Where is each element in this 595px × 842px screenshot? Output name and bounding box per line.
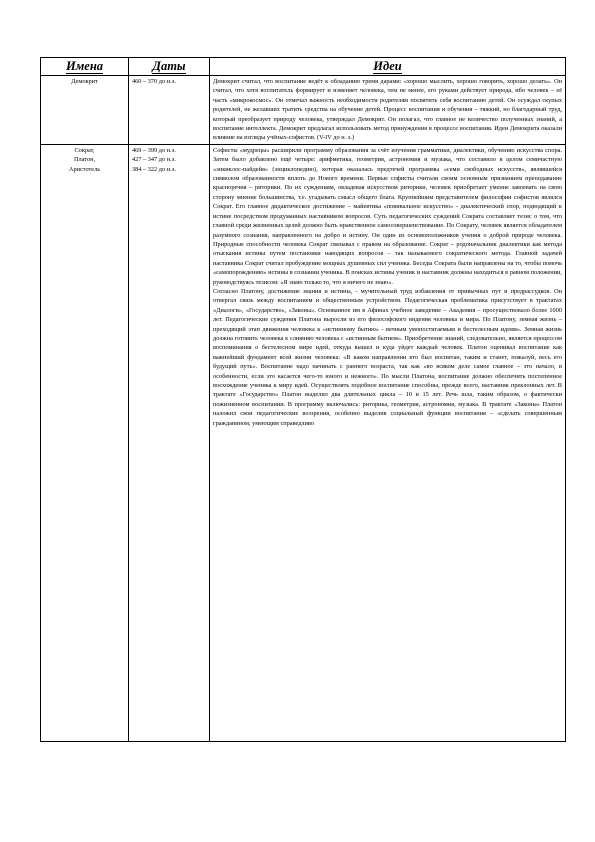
date-item: 460 – 370 до н.э. <box>132 78 176 85</box>
idea-paragraph: Согласно Платону, достижение знания и истины, - мучительный труд избавления от привычных пут и предрассудков. Он отвергал связь между воспитанием и общественным устройством. Педагогическая проблематика присутствует в трактатах «Диалоги», «Государство», «Законы». Основанное им в Афинах учебное заведение – Академия – просуществовало более 1000 лет. Педагогические суждения Платона выросли из его философского видения человека и мира. По Платону, земная жизнь – преходящий этап движения человека к «истинному бытию» - вечным умопостигаемым и бестелесным идеям». Земная жизнь должна готовить человека к слиянию человека с «истинным бытием». Приобретение знаний, следовательно, является процессом воспоминания о бестелесном мире идей, откуда вышел и куда уйдет каждый человек. Платон оценивал воспитание как важнейший фундамент всей жизни человека: «В каком направлении кто был воспитан, таким и станет, пожалуй, весь его будущий путь». Воспитание надо начинать с раннего возраста, так как «во всяком деле самое главное – это начало, в особенности, если это касается чего-то юного и нежного». По мысли Платона, воспитание должно обеспечить постепенное восхождение ученика к миру идей. Осуществлять подобное воспитание способны, прежде всего, наставник преклонных лет. В трактате «Государство» Платон выделил два длительных цикла – 10 и 15 лет. Речь шла, таким образом, о фактически пожизненном воспитании. В программу включались: риторика, геометрия, астрономия, музыка. В трактате «Законы» Платон наложил свои педагогические воззрения, особенно выделив социальный функции воспитания – «сделать совершенным гражданином, умеющим справедливо <box>213 287 562 427</box>
header-dates: Даты <box>129 58 210 76</box>
header-names: Имена <box>41 58 129 76</box>
name-item: Демокрит <box>71 78 98 85</box>
dates-cell <box>129 144 210 741</box>
idea-paragraph: Софисты «мудрецы» расширили программу образования за счёт изучения грамматики, диалектики, обучению искусства спора. Затем было добавлено ещё четыре: арифметика, геометрия, астрономия и музыка, что составило в целом семичастную «энкиклос-пайдейя» (энциклопедию), которая оказалась предтечей программы «семи свободных искусств», являвшейся символом образованности вплоть до Нового времени. Первые софисты считали своим основным призванием преподавание красноречия – риторики. По их суждениям, овладевая искусством риторики, человек приобретает умение завоевать на свою сторону мнение большинства, т.е. угадывать смысл общего блага. Крупнейшим представителем философии софистов являлся Сократ. Его главное дидактическое достижение – майевтика «повивальное искусство» - диалектический спор, подводящий к истине посредством продуманных наставником вопросов. Суть педагогических суждений Сократа составляет тезис о том, что главной среди жизненных целей должно быть нравственное самосовершенствование. По Сократу, человек является обладателем разумного сознания, направленного на добро и истину. Он один из основоположников учения о доброй природе человека. Природные способности человека Сократ связывал с правом на образование. Сократ – родоначальник диалектики как метода отыскания истины путем постановки наводящих вопросов – так называемого сократического метода. Главной задачей наставника Сократ считал пробуждение мощных душевных сил ученика. Беседы Сократа были направлены на то, чтобы помочь «самопорождению» истины в сознании ученика. В поисках истины ученик и наставник должны находиться в равном положении, руководствуясь тезисом: «Я знаю только то, что я ничего не знаю». <box>213 146 562 286</box>
names-cell <box>41 144 129 741</box>
table-header-row <box>41 58 566 76</box>
ideas-cell <box>210 76 566 145</box>
thinkers-table <box>40 57 566 742</box>
name-item: Сократ, <box>74 146 95 154</box>
date-item: 384 – 322 до н.э. <box>132 165 176 173</box>
name-item: Платон, <box>73 156 96 164</box>
table-row <box>41 76 566 145</box>
names-cell <box>41 76 129 145</box>
idea-paragraph: Демокрит считал, что воспитание ведёт к обладанию тремя дарами: «хорошо мыслить, хорошо говорить, хорошо делать». Он считал, что хотя воспитатель формирует и изменяет человека, тем не менее, его руками действует природа, ибо человек – её часть «микрокосмос». Он отмечал важность необходимости родителям посвятить себя воспитанию детей. Он осуждал скупых родителей, не желавших тратить средства на обучение детей. Процесс воспитания и обучения – тяжкий, но благодарный труд, который преобразует природу человека, утверждал Демокрит. Он полагал, что главное не количество полученных знаний, а воспитание интеллекта. Демокрит предлагал использовать метод принуждения в процессе воспитания. Идеи Демокрита оказали влияние на взгляды учёных-софистов. (V-IV до н. э.) <box>213 78 562 142</box>
date-item: 427 – 347 до н.э. <box>132 156 176 164</box>
header-ideas: Идеи <box>210 58 566 76</box>
dates-cell <box>129 76 210 145</box>
date-item: 469 – 399 до н.э. <box>132 146 176 154</box>
ideas-cell <box>210 144 566 741</box>
document-page <box>40 57 565 742</box>
name-item: Аристотель <box>68 165 101 173</box>
table-row <box>41 144 566 741</box>
